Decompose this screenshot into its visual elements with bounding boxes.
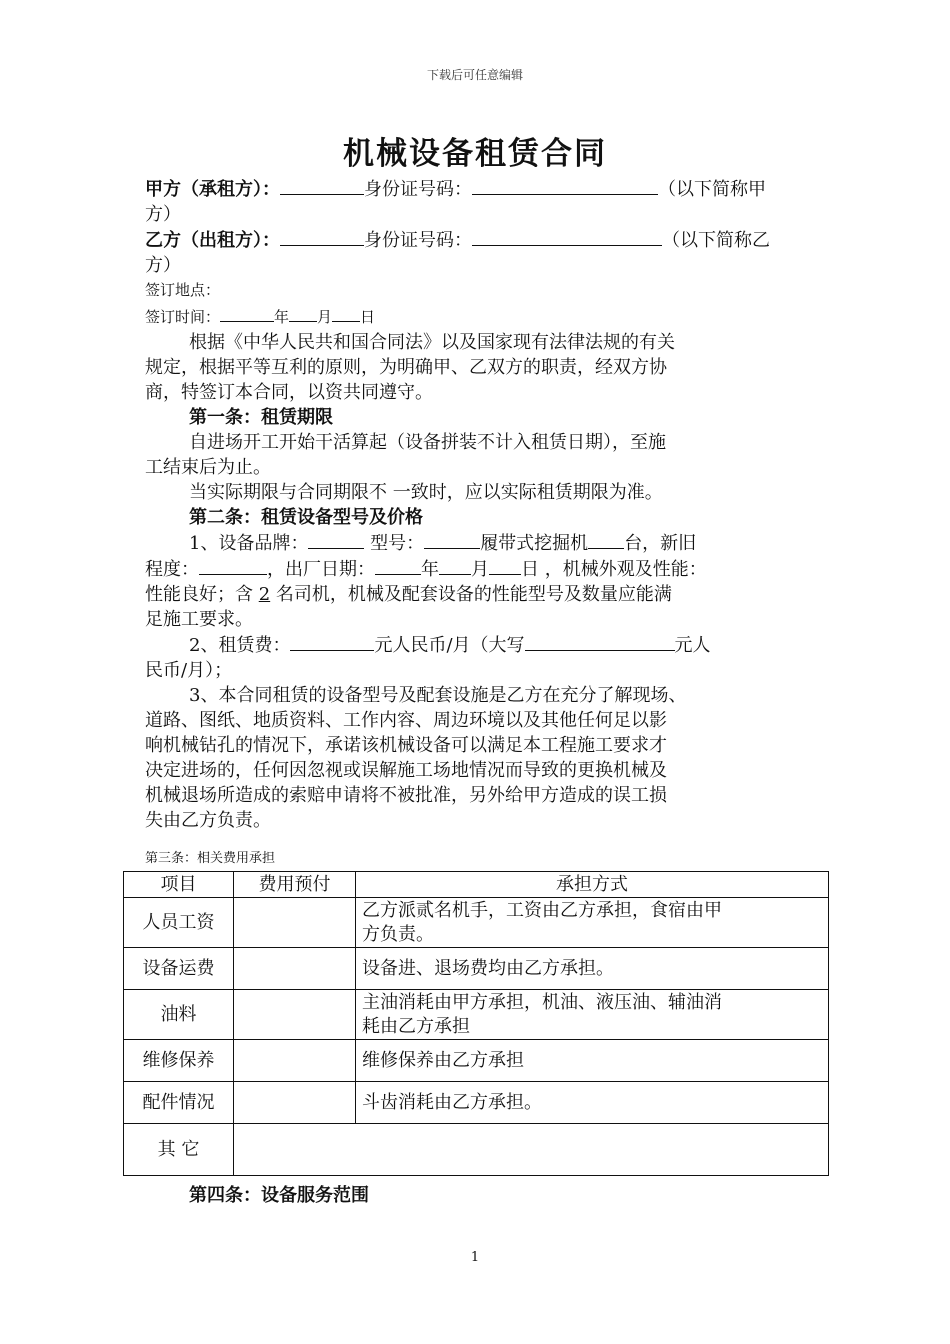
method-line: 耗由乙方承担 [362,1015,470,1037]
fee-table [123,871,829,1176]
header-note: 下载后可任意编辑 [426,68,523,82]
header-method: 承担方式 [356,872,829,898]
month-label: 月 [317,308,333,326]
rent-amount-blank[interactable] [290,632,374,651]
party-a-line [145,176,813,202]
party-b-suffix-line: 方） [145,255,181,276]
article2-item3-line: 响机械钻孔的情况下，承诺该机械设备可以满足本工程施工要求才 [145,735,667,756]
preamble-line: 根据《中华人民共和国合同法》以及国家现有法律法规的有关 [189,332,675,353]
article2-item2-line2: 民币/月）； [145,660,233,681]
method-line: 斗齿消耗由乙方承担。 [362,1091,542,1113]
party-a-label: 甲方（承租方）： [145,179,280,200]
row-prepay[interactable] [234,948,356,990]
equipment-type: 履带式挖掘机 [480,533,589,554]
quantity-blank[interactable] [588,530,624,549]
row-item: 人员工资 [124,898,234,948]
article1-heading: 第一条：租赁期限 [189,407,333,428]
row-prepay[interactable] [234,1040,356,1082]
article2-item3-line: 决定进场的，任何因忽视或误解施工场地情况而导致的更换机械及 [145,760,667,781]
header-prepay: 费用预付 [234,872,356,898]
sign-month-blank[interactable] [289,303,317,322]
row-prepay[interactable] [234,1082,356,1124]
brand-blank[interactable] [308,530,364,549]
preamble-line: 商，特签订本合同，以资共同遵守。 [145,382,433,403]
article1-p2: 当实际期限与合同期限不 一致时，应以实际租赁期限为准。 [189,482,663,503]
table-row [124,1124,829,1176]
party-a-suffix: （以下简称甲 [658,179,766,200]
row-item: 配件情况 [124,1082,234,1124]
sign-day-blank[interactable] [332,303,360,322]
rent-label: 2、租赁费： [189,635,291,656]
row-method [356,898,829,948]
row-item: 设备运费 [124,948,234,990]
header-item: 项目 [124,872,234,898]
party-b-name-blank[interactable] [280,227,364,246]
article4-heading: 第四条：设备服务范围 [189,1185,369,1206]
party-a-id-blank[interactable] [472,176,658,195]
appearance-label: 日 ，机械外观及性能： [521,559,707,580]
article2-heading: 第二条：租赁设备型号及价格 [189,507,423,528]
driver-text: 名司机，机械及配套设备的性能型号及数量应能满 [270,584,672,605]
article2-item3-line: 3、本合同租赁的设备型号及配套设施是乙方在充分了解现场、 [189,685,687,706]
method-line: 维修保养由乙方承担 [362,1049,524,1071]
rent-uppercase-blank[interactable] [525,632,675,651]
article2-item1-line2 [145,556,813,582]
table-row [124,1082,829,1124]
table-row [124,1040,829,1082]
sign-time [145,303,813,330]
model-label: 型号： [364,533,425,554]
article2-item1-line3 [145,582,813,607]
party-b-id-label: 身份证号码： [364,230,472,251]
table-row [124,948,829,990]
rent-unit-suffix: 元人 [674,635,711,656]
row-item: 其 它 [124,1124,234,1176]
method-line: 主油消耗由甲方承担，机油、液压油、辅油消 [362,991,722,1013]
year-label: 年 [421,559,439,580]
method-line: 方负责。 [362,923,434,945]
contract-body [145,176,813,833]
article2-item1-line4: 足施工要求。 [145,609,253,630]
row-item: 维修保养 [124,1040,234,1082]
party-b-suffix: （以下简称乙 [662,230,770,251]
rent-unit-label: 元人民币/月（大写 [374,635,525,656]
table-row [124,990,829,1040]
article2-item3-line: 失由乙方负责。 [145,810,271,831]
day-label: 日 [360,308,376,326]
row-item: 油料 [124,990,234,1040]
factory-date-label: ，出厂日期： [267,559,375,580]
row-method [356,948,829,990]
row-method [356,1082,829,1124]
month-label: 月 [471,559,489,580]
preamble-line: 规定，根据平等互利的原则，为明确甲、乙双方的职责，经双方协 [145,357,667,378]
year-label: 年 [274,308,290,326]
party-a-suffix-line: 方） [145,204,181,225]
condition-label: 程度： [145,559,199,580]
row-prepay[interactable] [234,898,356,948]
article2-item3-line: 机械退场所造成的索赔申请将不被批准，另外给甲方造成的误工损 [145,785,667,806]
row-method [356,1040,829,1082]
factory-day-blank[interactable] [489,556,521,575]
row-other[interactable] [234,1124,829,1176]
brand-label: 1、设备品牌： [189,533,309,554]
party-b-line [145,227,813,253]
driver-count: 2 [258,584,271,605]
article1-p1-line: 工结束后为止。 [145,457,271,478]
article1-p1-line: 自进场开工开始干活算起（设备拼装不计入租赁日期），至施 [189,432,666,453]
condition-blank[interactable] [199,556,267,575]
units-label: 台，新旧 [624,533,697,554]
article2-item3-line: 道路、图纸、地质资料、工作内容、周边环境以及其他任何足以影 [145,710,667,731]
method-line: 设备进、退场费均由乙方承担。 [362,957,614,979]
party-a-name-blank[interactable] [280,176,364,195]
table-header-row [124,872,829,898]
factory-year-blank[interactable] [375,556,421,575]
party-b-label: 乙方（出租方）： [145,230,280,251]
row-prepay[interactable] [234,990,356,1040]
performance-text: 性能良好；含 [145,584,259,605]
document-title: 机械设备租赁合同 [343,136,607,172]
page-number: 1 [470,1250,480,1265]
article2-item2-line1 [145,632,813,658]
row-method [356,990,829,1040]
model-blank[interactable] [424,530,480,549]
sign-year-blank[interactable] [220,303,274,322]
party-a-id-label: 身份证号码： [364,179,472,200]
method-line: 乙方派贰名机手，工资由乙方承担，食宿由甲 [362,899,722,921]
sign-time-label: 签订时间： [145,308,221,326]
article2-item1-line1 [145,530,813,556]
sign-place: 签订地点： [145,281,221,299]
article3-heading: 第三条：相关费用承担 [145,851,276,866]
table-row [124,898,829,948]
party-b-id-blank[interactable] [472,227,662,246]
factory-month-blank[interactable] [439,556,471,575]
